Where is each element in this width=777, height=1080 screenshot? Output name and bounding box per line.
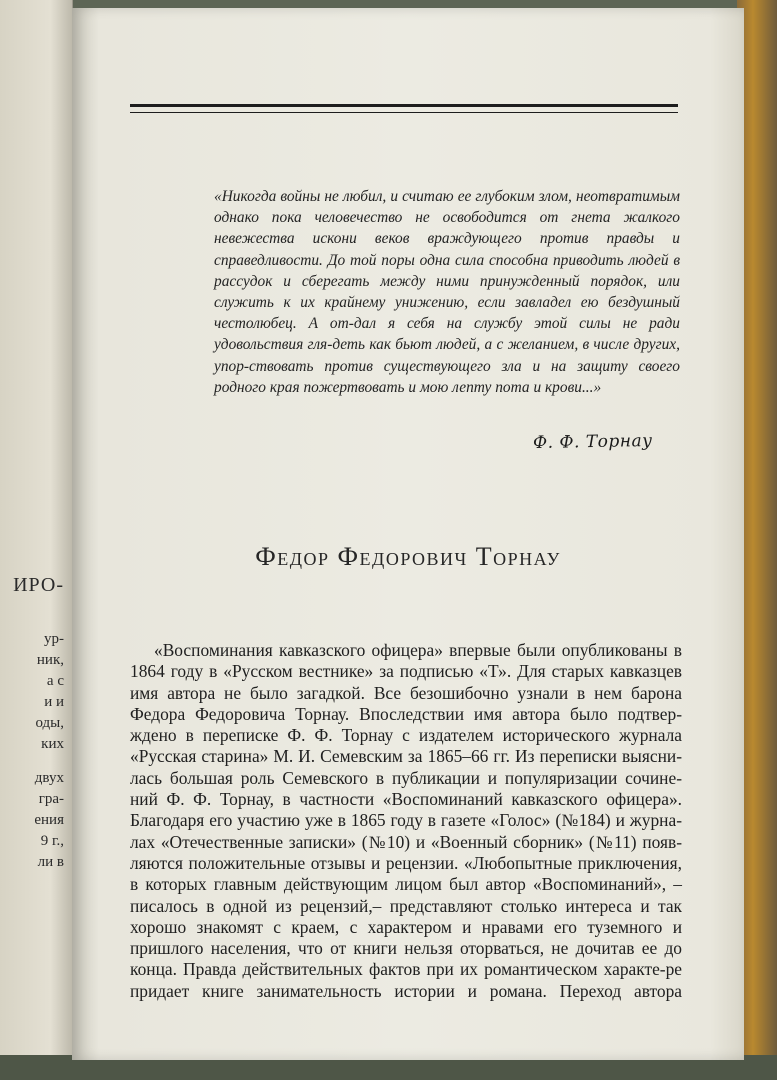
left-page-line: ник,	[36, 652, 64, 668]
previous-page	[0, 0, 73, 1055]
left-page-line: ли в	[37, 854, 64, 870]
body-paragraph: «Воспоминания кавказского офицера» впервые были опубликованы в 1864 году в «Русском вестнике» за подписью «Т». Для старых кавказцев имя автора не было загадкой. Все безошибочно узнали в нем барона Федора Федоровича Торнау. Впоследствии имя автора было подтвер-ждено в переписке Ф. Ф. Торнау с издателем исторического журнала «Русская старина» М. И. Семевским за 1865–66 гг. Из переписки выясни-лась большая роль Семевского в публикации и популяризации сочине-ний Ф. Ф. Торнау, в частности «Воспоминаний кавказского офицера». Благодаря его участию уже в 1865 году в газете «Голос» (№184) и журна-лах «Отечественные записки» (№10) и «Военный сборник» (№11) появ-ляются положительные отзывы и рецензии. «Любопытные приключения, в которых главным действующим лицом был автор «Воспоминаний», – писалось в одной из рецензий,– представляют столько интереса и так хорошо знакомят с краем, с характером и нравами его туземного и пришлого населения, что от книги нельзя оторваться, не дочитав ее до конца. Правда действительных фактов при их романтическом характе-ре придает книге занимательность истории и романа. Переход автора	[130, 640, 682, 1001]
left-page-line: 9 г.,	[40, 833, 64, 849]
header-rule-thin	[130, 112, 678, 113]
epigraph: «Никогда войны не любил, и считаю ее глубоким злом, неотвратимым однако пока человечество не освободится от гнета жалкого невежества искони веков враждующего против правды и справедливости. До той поры одна сила способна приводить людей в рассудок и сберегать между ними принужденный порядок, или служить к их крайнему унижению, если завладел ею бездушный честолюбец. А от-дал я себя на службу этой силы не ради удовольствия гля-деть как бьют людей, а с желанием, в числе других, упор-ствовать против существующего зла и на защиту своего родного края пожертвовать и мою лепту пота и крови...»	[214, 188, 680, 396]
left-page-line: а с	[46, 673, 64, 689]
left-page-line: и и	[44, 694, 64, 710]
signature: Ф. Ф. Торнау	[532, 430, 653, 454]
left-page-line: ения	[34, 812, 64, 828]
left-page-line: оды,	[35, 715, 64, 731]
left-page-line: гра-	[38, 791, 64, 807]
left-page-line: ких	[41, 736, 64, 752]
left-page-line: ур-	[44, 631, 64, 647]
header-rule-thick	[130, 104, 678, 107]
book-page	[72, 8, 744, 1060]
left-page-line: двух	[34, 770, 64, 786]
left-page-heading-fragment: ИРО-	[13, 574, 64, 596]
chapter-title: Федор Федорович Торнау	[255, 542, 561, 571]
